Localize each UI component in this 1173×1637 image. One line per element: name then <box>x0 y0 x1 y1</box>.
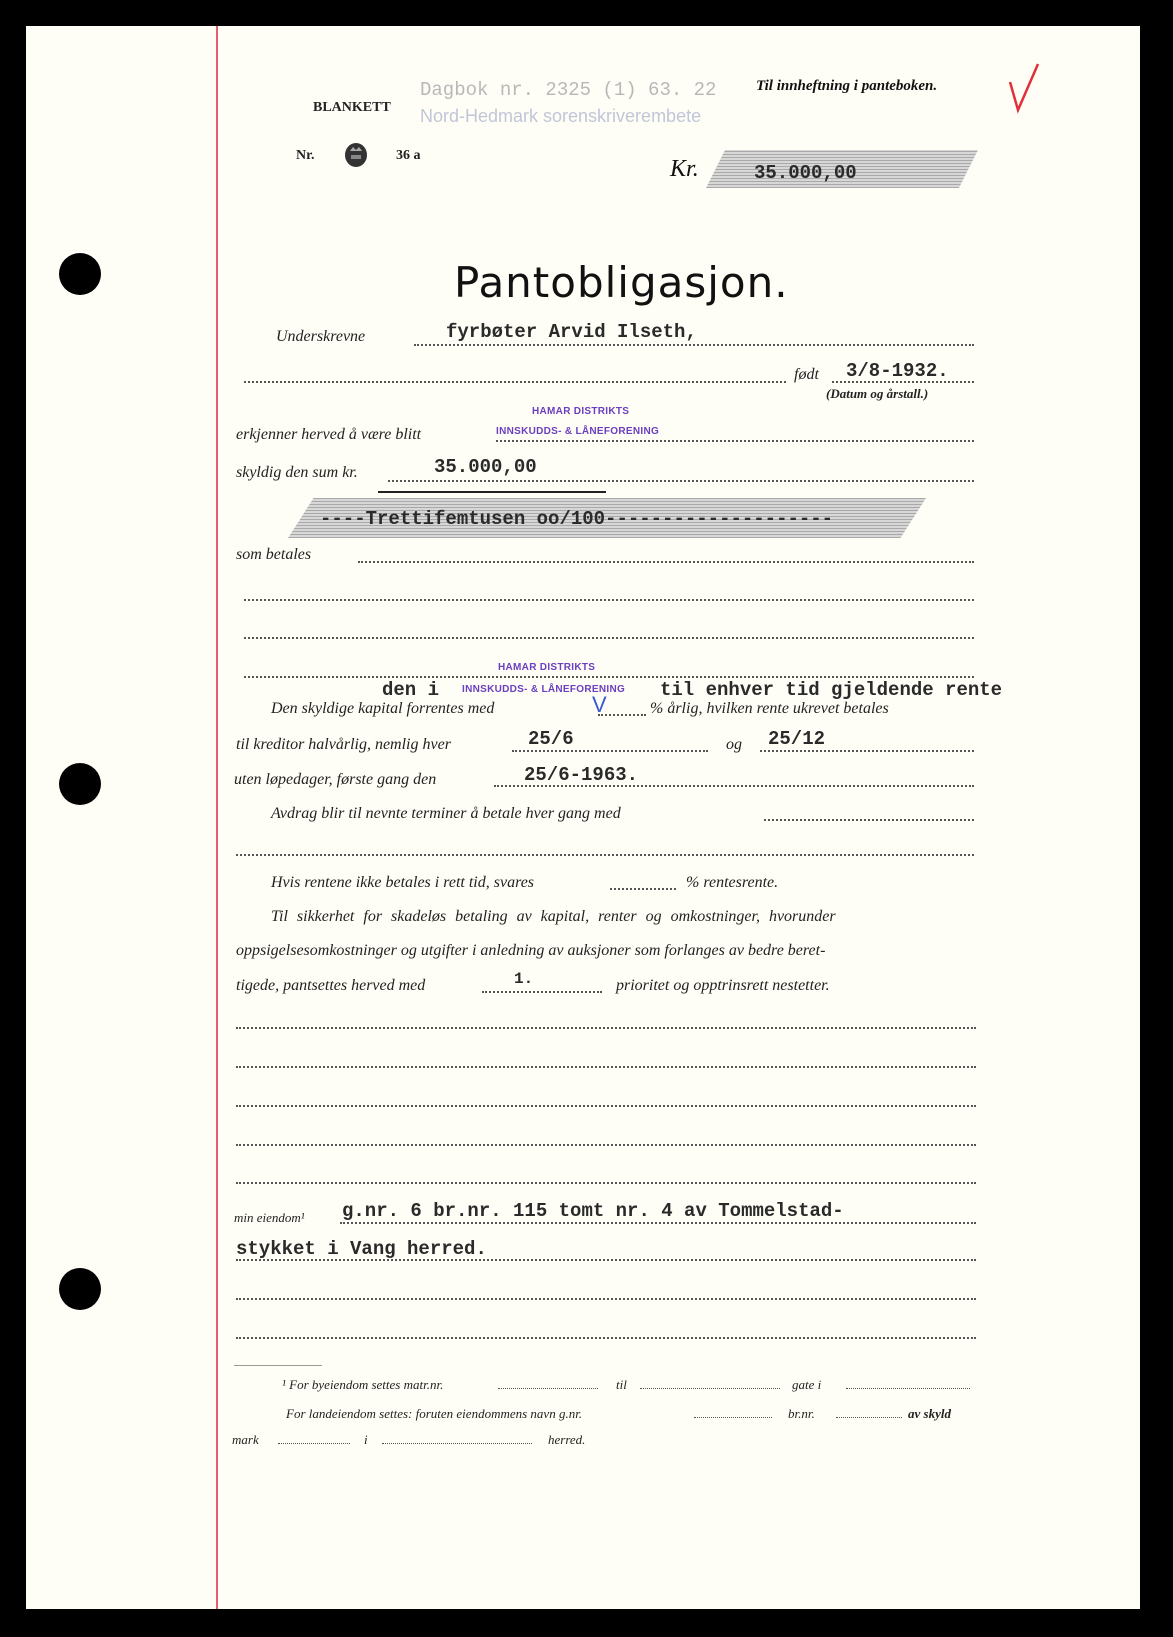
document-page <box>26 26 1140 1609</box>
red-check-mark-icon <box>1006 60 1042 116</box>
penalty-text-b: % rentesrente. <box>686 874 779 891</box>
security-line3a: tigede, pantsettes herved med <box>236 977 426 994</box>
dotted-line <box>836 1417 902 1418</box>
registry-stamp-line2: Nord-Hedmark sorenskriverembete <box>420 106 702 126</box>
halfyear-value2: 25/12 <box>768 728 826 750</box>
footnote-line1-c: gate i <box>792 1377 822 1392</box>
first-due-value: 25/6-1963. <box>524 764 639 786</box>
undersigned-value: fyrbøter Arvid Ilseth, <box>446 321 697 343</box>
halfyear-og: og <box>726 736 742 753</box>
security-line1: Til sikkerhet for skadeløs betaling av kapital, renter og omkostninger, hvorunder <box>271 908 836 925</box>
dotted-line <box>414 344 974 346</box>
dotted-line <box>340 1222 976 1224</box>
born-hint: (Datum og årstall.) <box>826 386 929 401</box>
crest-seal-icon <box>344 142 368 168</box>
red-margin-line <box>216 26 218 1609</box>
footnote-line3-a: mark <box>232 1432 259 1447</box>
dotted-line <box>236 1182 976 1184</box>
property-value-line2: stykket i Vang herred. <box>236 1238 487 1260</box>
dotted-line <box>694 1417 772 1418</box>
binding-note: Til innheftning i panteboken. <box>756 78 938 94</box>
dotted-line <box>236 1144 976 1146</box>
dotted-line <box>236 1337 976 1339</box>
penalty-text-a: Hvis rentene ikke betales i rett tid, svares <box>271 874 535 891</box>
dotted-line <box>236 1298 976 1300</box>
creditor-stamp-line2: INNSKUDDS- & LÅNEFORENING <box>496 426 660 437</box>
dotted-line <box>236 1027 976 1029</box>
halfyear-label: til kreditor halvårlig, nemlig hver <box>236 736 451 753</box>
interest-line: Den skyldige kapital forrentes med <box>271 700 495 717</box>
sum-value: 35.000,00 <box>434 456 537 478</box>
registry-stamp-line1: Dagbok nr. 2325 (1) 63. 22 <box>420 79 717 101</box>
dotted-line <box>244 676 974 678</box>
interest-blue-check-mark: V <box>592 692 607 717</box>
punch-hole <box>59 253 101 295</box>
dotted-line <box>598 714 646 716</box>
punch-hole <box>59 763 101 805</box>
footnote-line2-a: For landeiendom settes: foruten eiendommens navn g.nr. <box>286 1406 583 1421</box>
punch-hole <box>59 1268 101 1310</box>
sum-underline <box>378 491 606 493</box>
dotted-line <box>244 637 974 639</box>
document-title: Pantobligasjon. <box>454 258 789 307</box>
footnote-divider <box>234 1365 322 1366</box>
dotted-line <box>244 599 974 601</box>
dotted-line <box>482 991 602 993</box>
first-due-label: uten løpedager, første gang den <box>234 771 437 788</box>
dotted-line <box>512 750 708 752</box>
dotted-line <box>498 1388 598 1389</box>
amount-label: Kr. <box>670 156 699 182</box>
acknowledge-label: erkjenner herved å være blitt <box>236 426 422 443</box>
dotted-line <box>382 1443 532 1444</box>
undersigned-label: Underskrevne <box>276 328 366 345</box>
dotted-line <box>764 819 974 821</box>
born-label: født <box>794 366 819 383</box>
dotted-line <box>496 440 974 442</box>
blankett-label: BLANKETT <box>313 100 391 115</box>
dotted-line <box>278 1443 350 1444</box>
dotted-line <box>244 381 786 383</box>
footnote-line1-a: ¹ For byeiendom settes matr.nr. <box>282 1377 444 1392</box>
dotted-line <box>358 561 974 563</box>
dotted-line <box>388 480 974 482</box>
dotted-line <box>760 750 974 752</box>
dotted-line <box>236 1066 976 1068</box>
footnote-line2-c: av skyld <box>908 1406 951 1421</box>
dotted-line <box>846 1388 970 1389</box>
creditor-stamp-line1: HAMAR DISTRIKTS <box>532 406 630 417</box>
dotted-line <box>236 854 974 856</box>
priority-value: 1. <box>514 970 534 988</box>
born-value: 3/8-1932. <box>846 360 949 382</box>
dotted-line <box>640 1388 780 1389</box>
property-value-line1: g.nr. 6 br.nr. 115 tomt nr. 4 av Tommelstad- <box>342 1200 844 1222</box>
interest-suffix: til enhver tid gjeldende rente <box>660 679 1003 701</box>
footnote-line1-b: til <box>616 1377 627 1392</box>
footnote-line3-c: herred. <box>548 1432 586 1447</box>
footnote-line3-b: i <box>364 1432 368 1447</box>
form-number-value: 36 a <box>396 148 421 163</box>
property-label: min eiendom¹ <box>234 1210 305 1225</box>
sum-label: skyldig den sum kr. <box>236 464 358 481</box>
interest-line-rest: % årlig, hvilken rente ukrevet betales <box>650 700 889 717</box>
amount-value: 35.000,00 <box>754 162 857 184</box>
footnote-line2-b: br.nr. <box>788 1406 815 1421</box>
installment-label: Avdrag blir til nevnte terminer å betale hver gang med <box>271 805 621 822</box>
dotted-line <box>610 888 676 890</box>
form-number-label: Nr. <box>296 148 315 163</box>
interest-stamp-line1: HAMAR DISTRIKTS <box>498 662 596 673</box>
sum-words: ----Trettifemtusen oo/100-------------------- <box>320 508 834 530</box>
dotted-line <box>236 1105 976 1107</box>
payment-label: som betales <box>236 546 312 563</box>
security-line3b: prioritet og opptrinsrett nestetter. <box>616 977 830 994</box>
security-line2: oppsigelsesomkostninger og utgifter i anledning av auksjoner som forlanges av bedre beret- <box>236 942 826 959</box>
interest-stamp-line2: INNSKUDDS- & LÅNEFORENING <box>462 684 626 695</box>
interest-prefix: den i <box>382 679 440 701</box>
halfyear-value1: 25/6 <box>528 728 574 750</box>
